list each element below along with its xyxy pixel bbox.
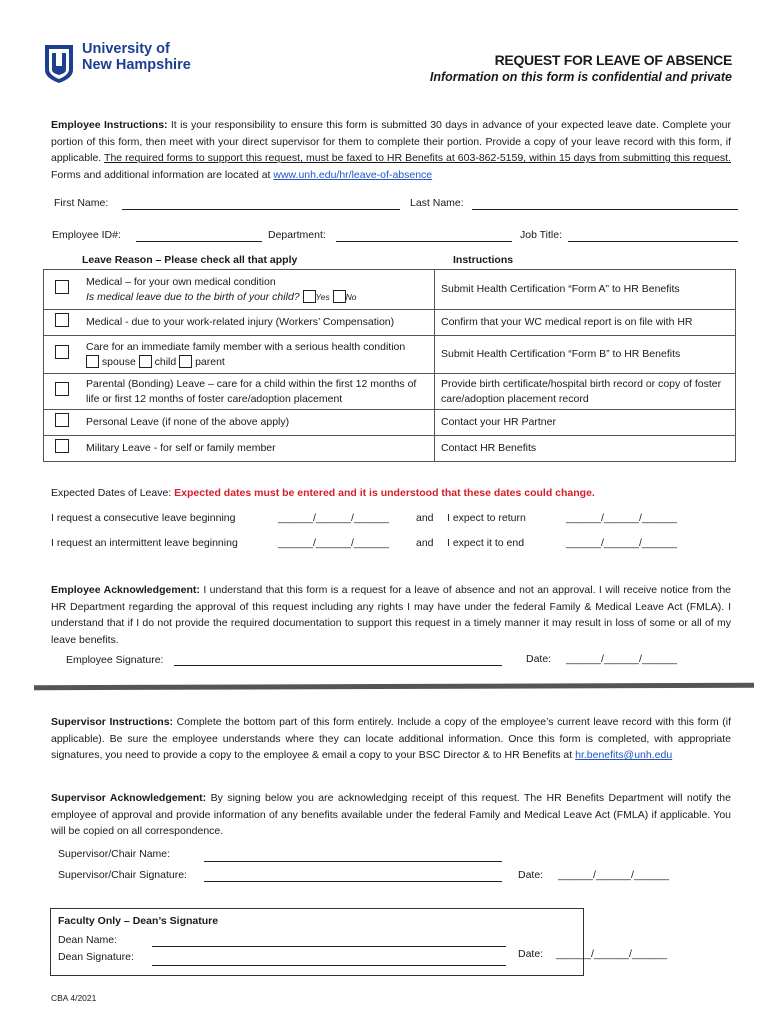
expected-dates-label: Expected Dates of Leave: — [51, 487, 175, 499]
supervisor-name-label: Supervisor/Chair Name: — [58, 848, 171, 860]
leave-row-parental — [44, 374, 736, 410]
supervisor-date-field[interactable]: ______/______/______ — [558, 869, 669, 881]
employee-ack-text: I understand that this form is a request for a leave of absence and not an approval. I will receive notice from the HR Department regarding the approval of this request including any rights I may have under the federal Family & Medical Leave Act (FMLA). I understand that if I do not provide the required documentation to support this request in a timely manner it may result in loss of some or all of my leave benefits. — [51, 584, 731, 646]
child-label: child — [154, 355, 177, 368]
and-label: and — [416, 512, 434, 524]
supervisor-date-label: Date: — [518, 869, 544, 881]
fax-requirement: The required forms to support this request, must be faxed to HR Benefits at 603-862-5159, within 15 days from submitting this request. — [104, 152, 731, 164]
form-title: REQUEST FOR LEAVE OF ABSENCE — [494, 52, 732, 68]
intermittent-start-date[interactable]: ______/______/______ — [278, 537, 389, 549]
logo-line-1: University of — [82, 41, 170, 57]
employee-id-field[interactable] — [136, 241, 262, 242]
unh-wordmark — [82, 41, 191, 73]
leave-row-personal — [44, 410, 736, 436]
end-label: I expect it to end — [447, 537, 525, 549]
military-label: Military Leave - for self or family member — [80, 436, 435, 462]
no-label: No — [345, 291, 357, 302]
leave-row-family-care — [44, 336, 736, 374]
supervisor-name-field[interactable] — [204, 861, 502, 862]
dean-name-field[interactable] — [152, 946, 506, 947]
medical-birth-question: Is medical leave due to the birth of your child? — [86, 290, 300, 303]
supervisor-acknowledgement — [51, 790, 731, 840]
parental-instructions: Provide birth certificate/hospital birth record or copy of foster care/adoption placement record — [435, 374, 736, 410]
and-label-2: and — [416, 537, 434, 549]
leave-reason-header: Leave Reason – Please check all that apply — [82, 254, 298, 266]
spouse-checkbox[interactable] — [86, 355, 99, 368]
leave-row-military — [44, 436, 736, 462]
medical-label: Medical – for your own medical condition — [86, 275, 276, 288]
hr-benefits-email-link[interactable]: hr.benefits@unh.edu — [575, 749, 673, 761]
end-date[interactable]: ______/______/______ — [566, 537, 677, 549]
first-name-field[interactable] — [122, 209, 400, 210]
employee-acknowledgement — [51, 582, 731, 648]
spouse-label: spouse — [101, 355, 136, 368]
consecutive-start-date[interactable]: ______/______/______ — [278, 512, 389, 524]
unh-shield-logo — [44, 44, 74, 84]
personal-checkbox[interactable] — [55, 413, 69, 427]
leave-row-wc — [44, 310, 736, 336]
birth-no-checkbox[interactable] — [333, 290, 346, 303]
expected-dates-warning: Expected dates must be entered and it is understood that these dates could change. — [174, 487, 595, 499]
personal-instructions: Contact your HR Partner — [435, 410, 736, 436]
supervisor-signature-label: Supervisor/Chair Signature: — [58, 869, 187, 881]
employee-signature-field[interactable] — [174, 665, 502, 666]
dean-name-label: Dean Name: — [58, 934, 117, 946]
wc-instructions: Confirm that your WC medical report is on file with HR — [435, 310, 736, 336]
dean-date-label: Date: — [518, 948, 544, 960]
dean-signature-field[interactable] — [152, 965, 506, 966]
medical-checkbox[interactable] — [55, 280, 69, 294]
dean-signature-label: Dean Signature: — [58, 951, 134, 963]
family-care-instructions: Submit Health Certification “Form B” to HR Benefits — [435, 336, 736, 374]
logo-line-2: New Hampshire — [82, 57, 191, 73]
instructions-header: Instructions — [453, 254, 514, 266]
employee-id-label: Employee ID#: — [52, 229, 121, 241]
supervisor-ack-heading: Supervisor Acknowledgement: — [51, 792, 207, 804]
last-name-field[interactable] — [472, 209, 738, 210]
job-title-label: Job Title: — [520, 229, 563, 241]
child-checkbox[interactable] — [139, 355, 152, 368]
supervisor-instructions-text: Complete the bottom part of this form entirely. Include a copy of the employee’s current leave record with this form (if applicable). Be sure the employee understands where they can locate additional information. Once this form is completed, with appropriate signatures, you need to provide a copy to the employee & email a copy to your BSC Director & to HR Benefits at — [51, 716, 731, 761]
first-name-label: First Name: — [54, 197, 109, 209]
expected-dates-line — [51, 487, 595, 499]
employee-instructions — [51, 117, 731, 183]
supervisor-signature-field[interactable] — [204, 881, 502, 882]
wc-checkbox[interactable] — [55, 313, 69, 327]
return-date[interactable]: ______/______/______ — [566, 512, 677, 524]
last-name-label: Last Name: — [410, 197, 464, 209]
supervisor-ack-text: By signing below you are acknowledging receipt of this request. The HR Benefits Department will notify the employee of approval and provide information of any benefits available under the federal Family and Medical Leave Act (FMLA) if applicable. You will be copied on all correspondence. — [51, 792, 731, 837]
department-field[interactable] — [336, 241, 512, 242]
employee-instructions-text: It is your responsibility to ensure this form is submitted 30 days in advance of your expected leave date. Complete your portion of this form, then meet with your direct supervisor for them to complete their portion. Provide a copy of your leave record with this form, if applicable. — [51, 119, 732, 164]
leave-reason-table — [43, 269, 736, 462]
parent-checkbox[interactable] — [179, 355, 192, 368]
leave-of-absence-link[interactable]: www.unh.edu/hr/leave-of-absence — [273, 168, 433, 181]
dean-heading: Faculty Only – Dean’s Signature — [58, 915, 219, 927]
family-care-checkbox[interactable] — [55, 345, 69, 359]
form-subtitle: Information on this form is confidential and private — [429, 70, 732, 84]
employee-signature-label: Employee Signature: — [66, 654, 164, 666]
forms-location-text: Forms and additional information are located at — [51, 168, 274, 181]
leave-row-medical — [44, 270, 736, 310]
intermittent-label: I request an intermittent leave beginning — [51, 537, 238, 549]
employee-instructions-heading: Employee Instructions: — [51, 119, 168, 131]
wc-label: Medical - due to your work-related injury (Workers’ Compensation) — [80, 310, 435, 336]
section-divider — [34, 683, 754, 691]
parental-label: Parental (Bonding) Leave – care for a child within the first 12 months of life or first 12 months of foster care/adoption placement — [80, 374, 435, 410]
birth-yes-checkbox[interactable] — [303, 290, 316, 303]
military-checkbox[interactable] — [55, 439, 69, 453]
consecutive-label: I request a consecutive leave beginning — [51, 512, 236, 524]
parent-label: parent — [195, 355, 225, 368]
military-instructions: Contact HR Benefits — [435, 436, 736, 462]
job-title-field[interactable] — [568, 241, 738, 242]
medical-instructions: Submit Health Certification “Form A” to HR Benefits — [435, 270, 736, 310]
supervisor-instructions — [51, 714, 731, 764]
family-care-label: Care for an immediate family member with a serious health condition — [86, 340, 406, 353]
department-label: Department: — [268, 229, 326, 241]
return-label: I expect to return — [447, 512, 526, 524]
dean-date-field[interactable]: ______/______/______ — [556, 948, 667, 960]
yes-label: Yes — [315, 291, 330, 302]
personal-label: Personal Leave (if none of the above apply) — [80, 410, 435, 436]
employee-date-label: Date: — [526, 653, 552, 665]
employee-ack-heading: Employee Acknowledgement: — [51, 584, 200, 596]
form-version: CBA 4/2021 — [51, 993, 97, 1003]
supervisor-instructions-heading: Supervisor Instructions: — [51, 716, 174, 728]
employee-date-field[interactable]: ______/______/______ — [566, 653, 677, 665]
parental-checkbox[interactable] — [55, 382, 69, 396]
